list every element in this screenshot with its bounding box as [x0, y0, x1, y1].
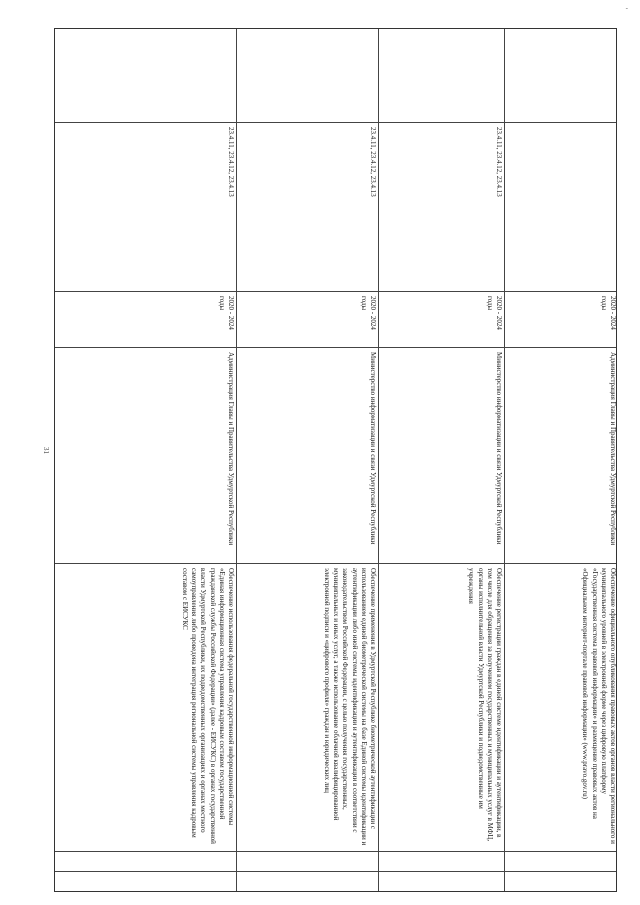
row-divider	[504, 29, 505, 891]
row-divider	[236, 29, 237, 891]
cell-executor: Министерство информатизации и связи Удмуртской Республики	[495, 352, 503, 545]
page-number: 31	[42, 447, 50, 454]
cell-executor: Администрация Главы и Правительства Удмуртской Республики	[227, 352, 235, 546]
cell-reference: 23.4.11, 23.4.12, 23.4.13	[227, 127, 235, 197]
column-divider	[55, 291, 616, 292]
cell-executor: Администрация Главы и Правительства Удмуртской Республики	[609, 352, 617, 546]
cell-period: 2020 - 2024 годы	[599, 296, 617, 330]
column-divider	[55, 122, 616, 123]
corner-mark: -	[625, 4, 628, 12]
cell-period: 2020 - 2024 годы	[217, 296, 235, 330]
cell-activity: Обеспечение применения в Удмуртской Республике биометрической аутентификации с использованием единой биометрической системы на базе Единой системы идентификации и аутентификации либо иной системы идентификации и аутентификации в соответствии с законодательством Российской Федерации, с целью получения государственных, муниципальных и иных услуг, а также использование облачной квалифицированной электронной подписи и «цифрового профиля» граждан и юридических лиц	[322, 568, 377, 846]
cell-period: 2020 - 2024 годы	[485, 296, 503, 330]
column-divider	[55, 563, 616, 564]
cell-activity: Обеспечение официального опубликования правовых актов органов власти регионального и муниципального уровней в электронной форме через цифровую платформу «Государственная система правовой информации» и размещение правовых актов на «Официальном интернет-портале правовой информации» (www.pravo.gov.ru)	[581, 568, 617, 844]
cell-executor: Министерство информатизации и связи Удмуртской Республики	[369, 352, 377, 545]
column-divider	[55, 871, 616, 872]
cell-reference: 23.4.11, 23.4.12, 23.4.13	[369, 127, 377, 197]
cell-reference: 23.4.11, 23.4.12, 23.4.13	[495, 127, 503, 197]
cell-activity: Обеспечение использования федеральной государственной информационной системы «Единая информационная система управления кадровым составом государственной гражданской службы Российской Федерации» (далее - ЕИСУКС) в органах государственной власти Удмуртской Республики, их подведомственных организациях и органах местного самоуправления либо проведена интеграция региональной системы управления кадровым составом с ЕИСУКС	[180, 568, 235, 844]
row-divider	[378, 29, 379, 891]
column-divider	[55, 347, 616, 348]
cell-activity: Обеспечение регистрации граждан в единой системе идентификации и аутентификации, в том числе для обращения за получением государственных и муниципальных услуг в МФЦ, органы исполнительной власти Удмуртской Республики и подведомственные им учреждения	[467, 568, 503, 842]
activities-table	[54, 28, 617, 892]
column-divider	[55, 851, 616, 852]
cell-period: 2020 - 2024 годы	[359, 296, 377, 330]
cell-reference	[506, 125, 618, 289]
